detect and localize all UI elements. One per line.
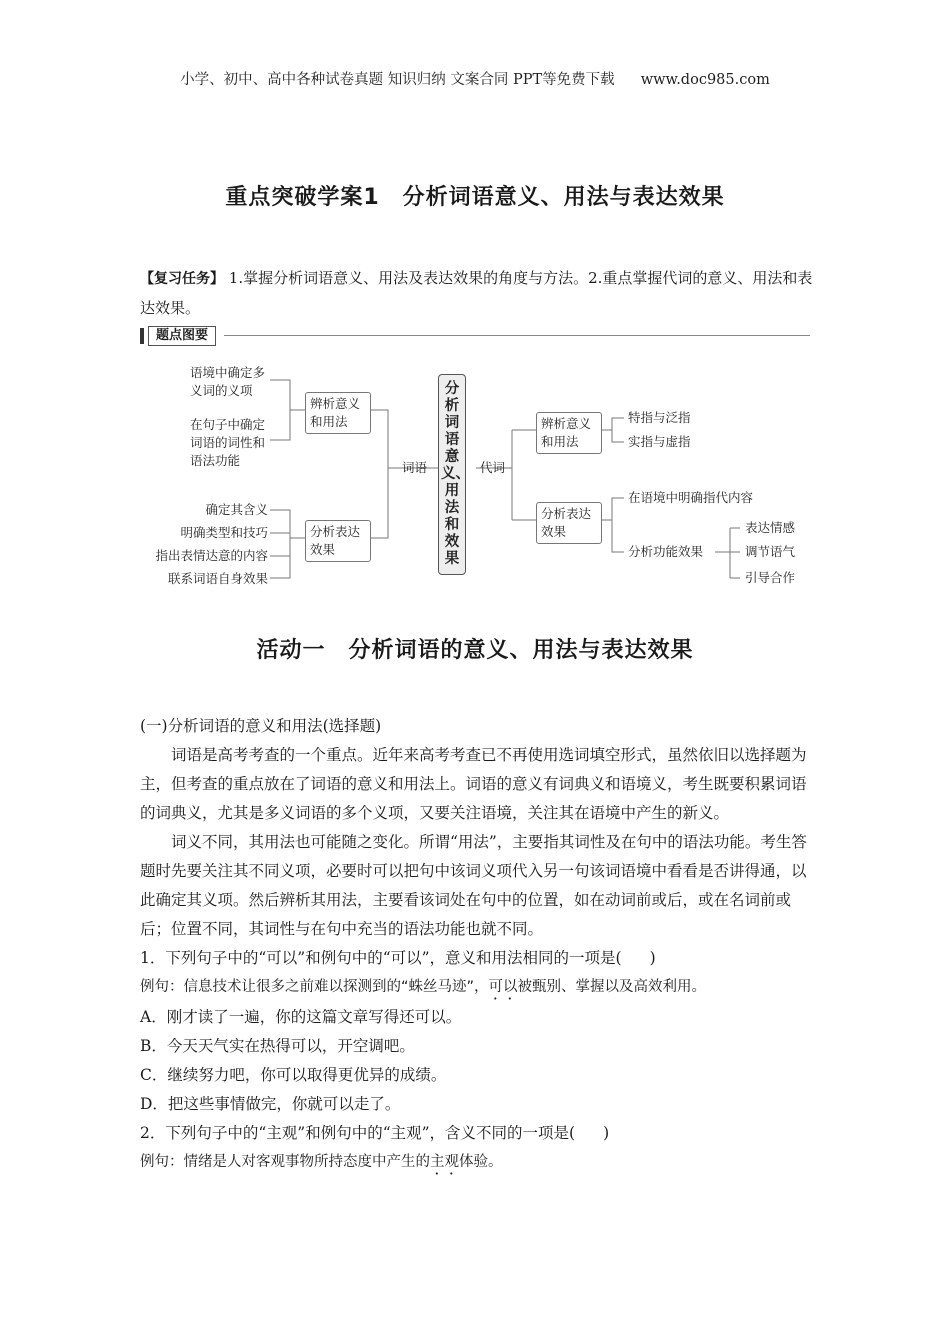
question-1-stem: 1．下列句子中的“可以”和例句中的“可以”，意义和用法相同的一项是( )	[140, 949, 656, 967]
page-title: 重点突破学案1 分析词语意义、用法与表达效果	[225, 185, 725, 210]
right-branch-meaning: 辨析意义和用法	[536, 412, 602, 454]
activity-title: 活动一 分析词语的意义、用法与表达效果	[256, 638, 694, 663]
review-tag: 【复习任务】	[140, 271, 224, 287]
review-task	[140, 264, 820, 323]
right-leaf-2: 实指与虚指	[628, 434, 691, 449]
emphasis-word: 可以	[488, 979, 518, 995]
emphasis-word: 主观	[430, 1154, 459, 1170]
left-branch-effect: 分析表达效果	[305, 520, 371, 562]
left-link-label: 词语	[402, 460, 428, 475]
mind-map	[140, 360, 820, 590]
section-divider	[224, 335, 810, 336]
right-link-label: 代词	[480, 460, 506, 475]
left-leaf-6: 联系词语自身效果	[167, 571, 268, 586]
right-subleaf-3: 引导合作	[745, 570, 796, 585]
option-a[interactable]: A．刚才读了一遍，你的这篇文章写得还可以。	[140, 1008, 462, 1026]
option-d[interactable]: D．把这些事情做完，你就可以走了。	[140, 1095, 401, 1113]
right-subleaf-2: 调节语气	[745, 544, 796, 559]
right-leaf-3: 在语境中明确指代内容	[628, 490, 754, 505]
left-leaf-3: 确定其含义	[205, 502, 268, 517]
left-leaf-2: 在句子中确定词语的词性和语法功能	[190, 417, 266, 468]
question-2-example: 例句：情绪是人对客观事物所持态度中产生的主观体验。	[140, 1154, 503, 1170]
section-marker	[140, 328, 144, 344]
review-text: 1.掌握分析词语意义、用法及表达效果的角度与方法。2.重点掌握代词的意义、用法和表达效果。	[140, 269, 813, 317]
left-leaf-1: 语境中确定多义词的义项	[190, 365, 266, 398]
question-1-example: 例句：信息技术让很多之前难以探测到的“蛛丝马迹”，可以被甄别、掌握以及高效利用。	[140, 979, 707, 995]
subsection-heading: (一)分析词语的意义和用法(选择题)	[140, 717, 382, 735]
section-header	[140, 326, 810, 346]
header-text: 小学、初中、高中各种试卷真题 知识归纳 文案合同 PPT等免费下载	[180, 72, 615, 88]
question-2-stem: 2．下列句子中的“主观”和例句中的“主观”，含义不同的一项是( )	[140, 1124, 610, 1142]
main-content	[140, 712, 820, 1178]
header-url[interactable]: www.doc985.com	[640, 72, 770, 88]
mind-map-center: 分析词语意义、用法和效果	[438, 374, 466, 575]
right-subleaf-1: 表达情感	[745, 520, 796, 535]
section-label: 题点图要	[148, 326, 216, 346]
right-leaf-4: 分析功能效果	[628, 544, 704, 559]
option-c[interactable]: C．继续努力吧，你可以取得更优异的成绩。	[140, 1066, 447, 1084]
page-header	[0, 68, 950, 89]
option-b[interactable]: B．今天天气实在热得可以，开空调吧。	[140, 1037, 415, 1055]
left-leaf-5: 指出表情达意的内容	[155, 548, 268, 563]
right-leaf-1: 特指与泛指	[628, 410, 691, 425]
paragraph-2: 词义不同，其用法也可能随之变化。所谓“用法”，主要指其词性及在句中的语法功能。考生答题时先要关注其不同义项，必要时可以把句中该词义项代入另一句该词语境中看看是否讲得通，以此确定其义项。然后辨析其用法，主要看该词处在句中的位置，如在动词前或后，或在名词前或后；位置不同，其词性与在句中充当的语法功能也就不同。	[140, 833, 807, 938]
left-leaf-4: 明确类型和技巧	[180, 525, 268, 540]
right-branch-effect: 分析表达效果	[536, 502, 602, 544]
paragraph-1: 词语是高考考查的一个重点。近年来高考考查已不再使用选词填空形式，虽然依旧以选择题为主，但考查的重点放在了词语的意义和用法上。词语的意义有词典义和语境义，考生既要积累词语的词典义，尤其是多义词语的多个义项，又要关注语境，关注其在语境中产生的新义。	[140, 746, 807, 822]
left-branch-meaning: 辨析意义和用法	[305, 392, 371, 434]
